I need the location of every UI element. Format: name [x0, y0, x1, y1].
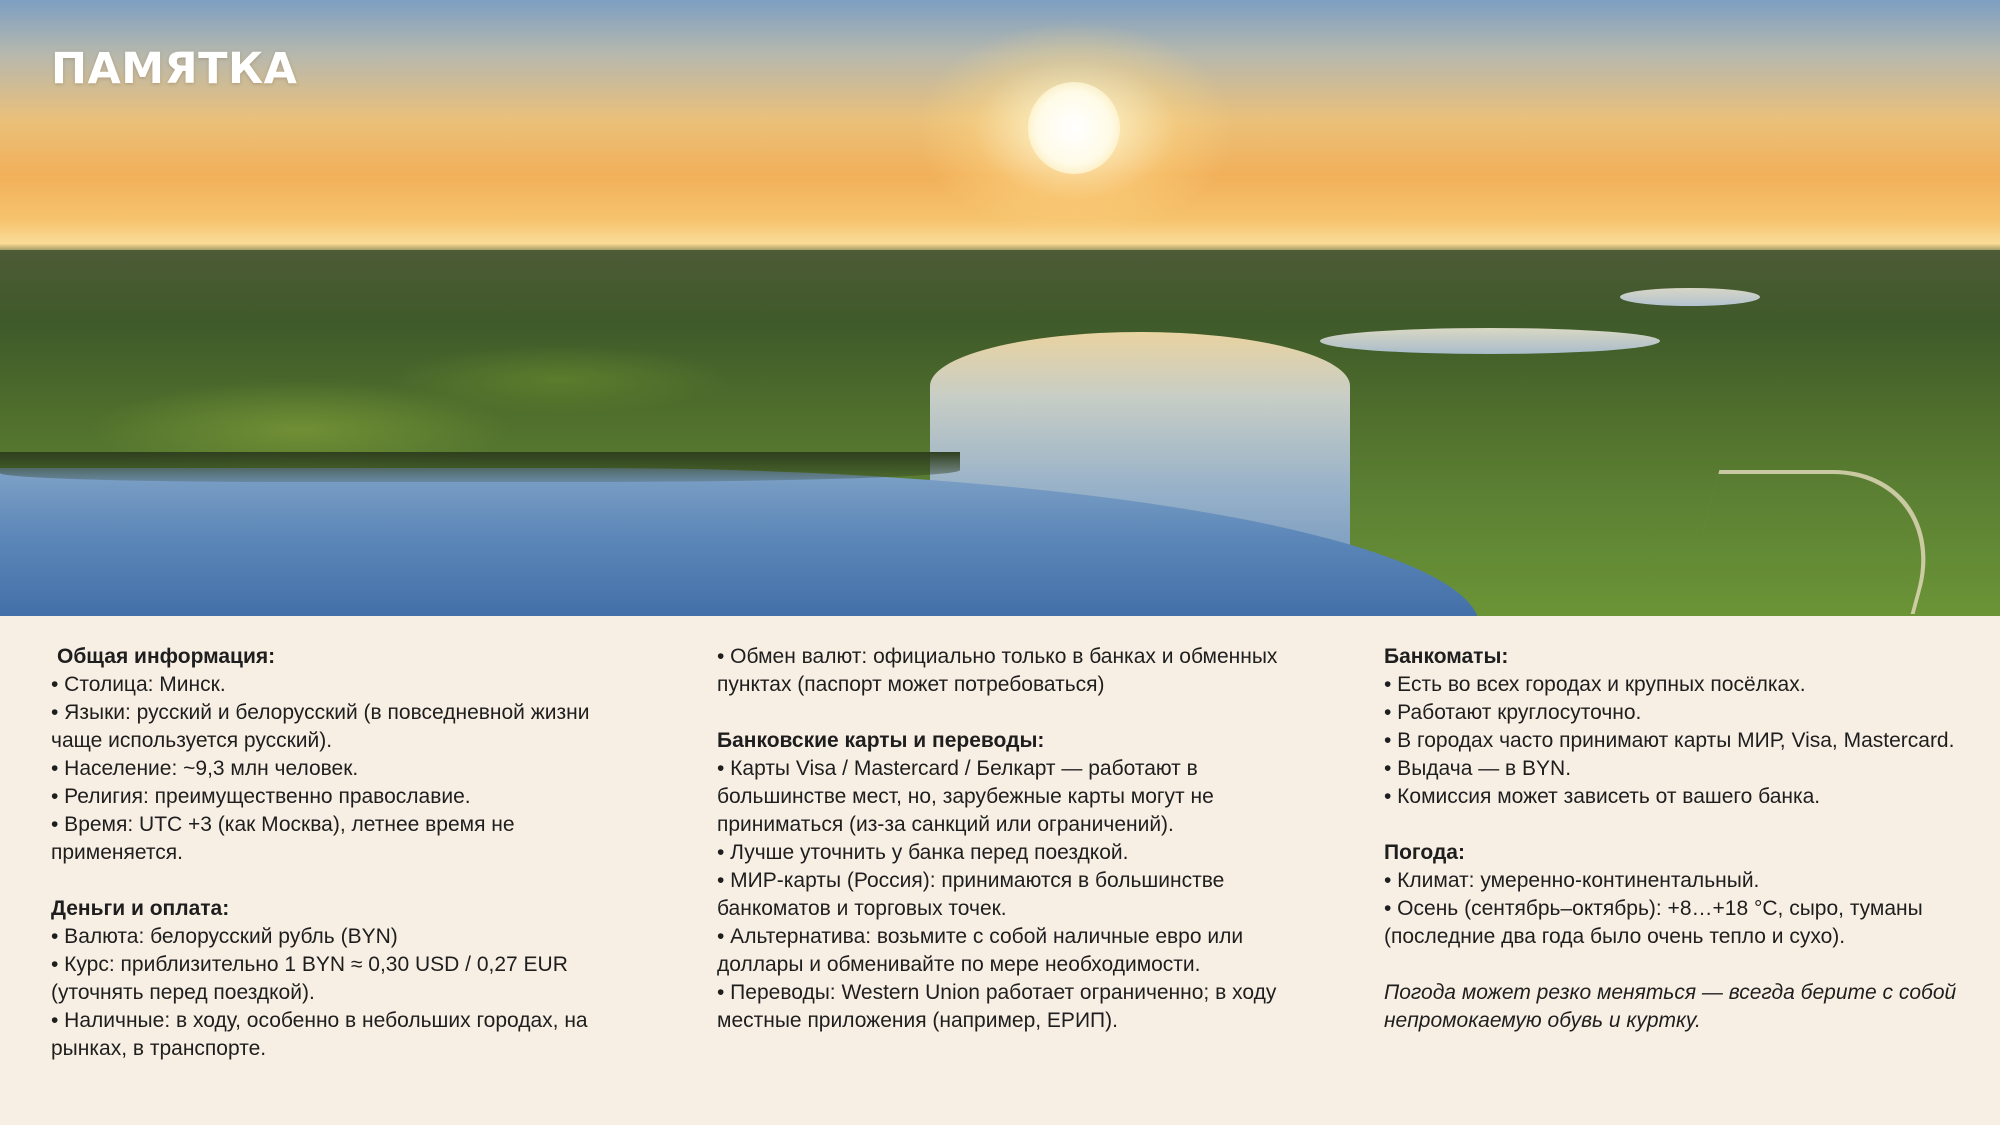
far-lake: [1320, 328, 1660, 354]
atm-item-cities: • Есть во всех городах и крупных посёлках.: [1384, 673, 1806, 696]
money-item-cash: • Наличные: в ходу, особенно в небольших городах, на рынках, в транспорте.: [51, 1009, 588, 1060]
atm-item-hours: • Работают круглосуточно.: [1384, 701, 1642, 724]
atm-item-currency: • Выдача — в BYN.: [1384, 757, 1572, 780]
cards-heading: Банковские карты и переводы:: [717, 729, 1045, 752]
weather-note: Погода может резко меняться — всегда берите с собой непромокаемую обувь и куртку.: [1384, 981, 1957, 1032]
weather-item-autumn: • Осень (сентябрь–октябрь): +8…+18 °C, сыро, туманы (последние два года было очень тепло и сухо).: [1384, 897, 1923, 948]
weather-item-climate: • Климат: умеренно-континентальный.: [1384, 869, 1760, 892]
cards-item-alternative: • Альтернатива: возьмите с собой наличные евро или доллары и обменивайте по мере необходимости.: [717, 925, 1244, 976]
weather-heading: Погода:: [1384, 841, 1465, 864]
exchange-item: • Обмен валют: официально только в банках и обменных пунктах (паспорт может потребоваться): [717, 645, 1278, 696]
money-heading: Деньги и оплата:: [51, 897, 230, 920]
spacer: [51, 867, 631, 895]
atm-item-cards: • В городах часто принимают карты МИР, Visa, Mastercard.: [1384, 729, 1955, 752]
general-item-languages: • Языки: русский и белорусский (в повседневной жизни чаще используется русский).: [51, 701, 590, 752]
general-info-heading: Общая информация:: [57, 645, 276, 668]
general-item-religion: • Религия: преимущественно православие.: [51, 785, 471, 808]
atm-item-fee: • Комиссия может зависеть от вашего банка.: [1384, 785, 1821, 808]
cards-item-check-bank: • Лучше уточнить у банка перед поездкой.: [717, 841, 1129, 864]
cards-item-visa: • Карты Visa / Mastercard / Белкарт — работают в большинстве мест, но, зарубежные карты могут не приниматься (из-за санкций или ограничений).: [717, 757, 1214, 836]
cards-item-mir: • МИР-карты (Россия): принимаются в большинстве банкоматов и торговых точек.: [717, 869, 1225, 920]
column-exchange-cards: [717, 643, 1317, 1035]
money-item-rate: • Курс: приблизительно 1 BYN ≈ 0,30 USD / 0,27 EUR (уточнять перед поездкой).: [51, 953, 568, 1004]
shoreline-trees: [0, 452, 960, 482]
spacer: [1384, 811, 1964, 839]
page-title: ПАМЯТКА: [51, 44, 298, 94]
column-general-money: [51, 643, 631, 1063]
spacer: [1384, 951, 1964, 979]
spacer: [717, 699, 1317, 727]
sun-icon: [1028, 82, 1120, 174]
distant-lake: [1620, 288, 1760, 306]
atm-heading: Банкоматы:: [1384, 645, 1509, 668]
general-item-capital: • Столица: Минск.: [51, 673, 226, 696]
general-item-time: • Время: UTC +3 (как Москва), летнее время не применяется.: [51, 813, 515, 864]
general-item-population: • Население: ~9,3 млн человек.: [51, 757, 359, 780]
cards-item-transfers: • Переводы: Western Union работает ограниченно; в ходу местные приложения (например, ЕРИП).: [717, 981, 1277, 1032]
column-atm-weather: [1384, 643, 1964, 1035]
money-item-currency: • Валюта: белорусский рубль (BYN): [51, 925, 398, 948]
